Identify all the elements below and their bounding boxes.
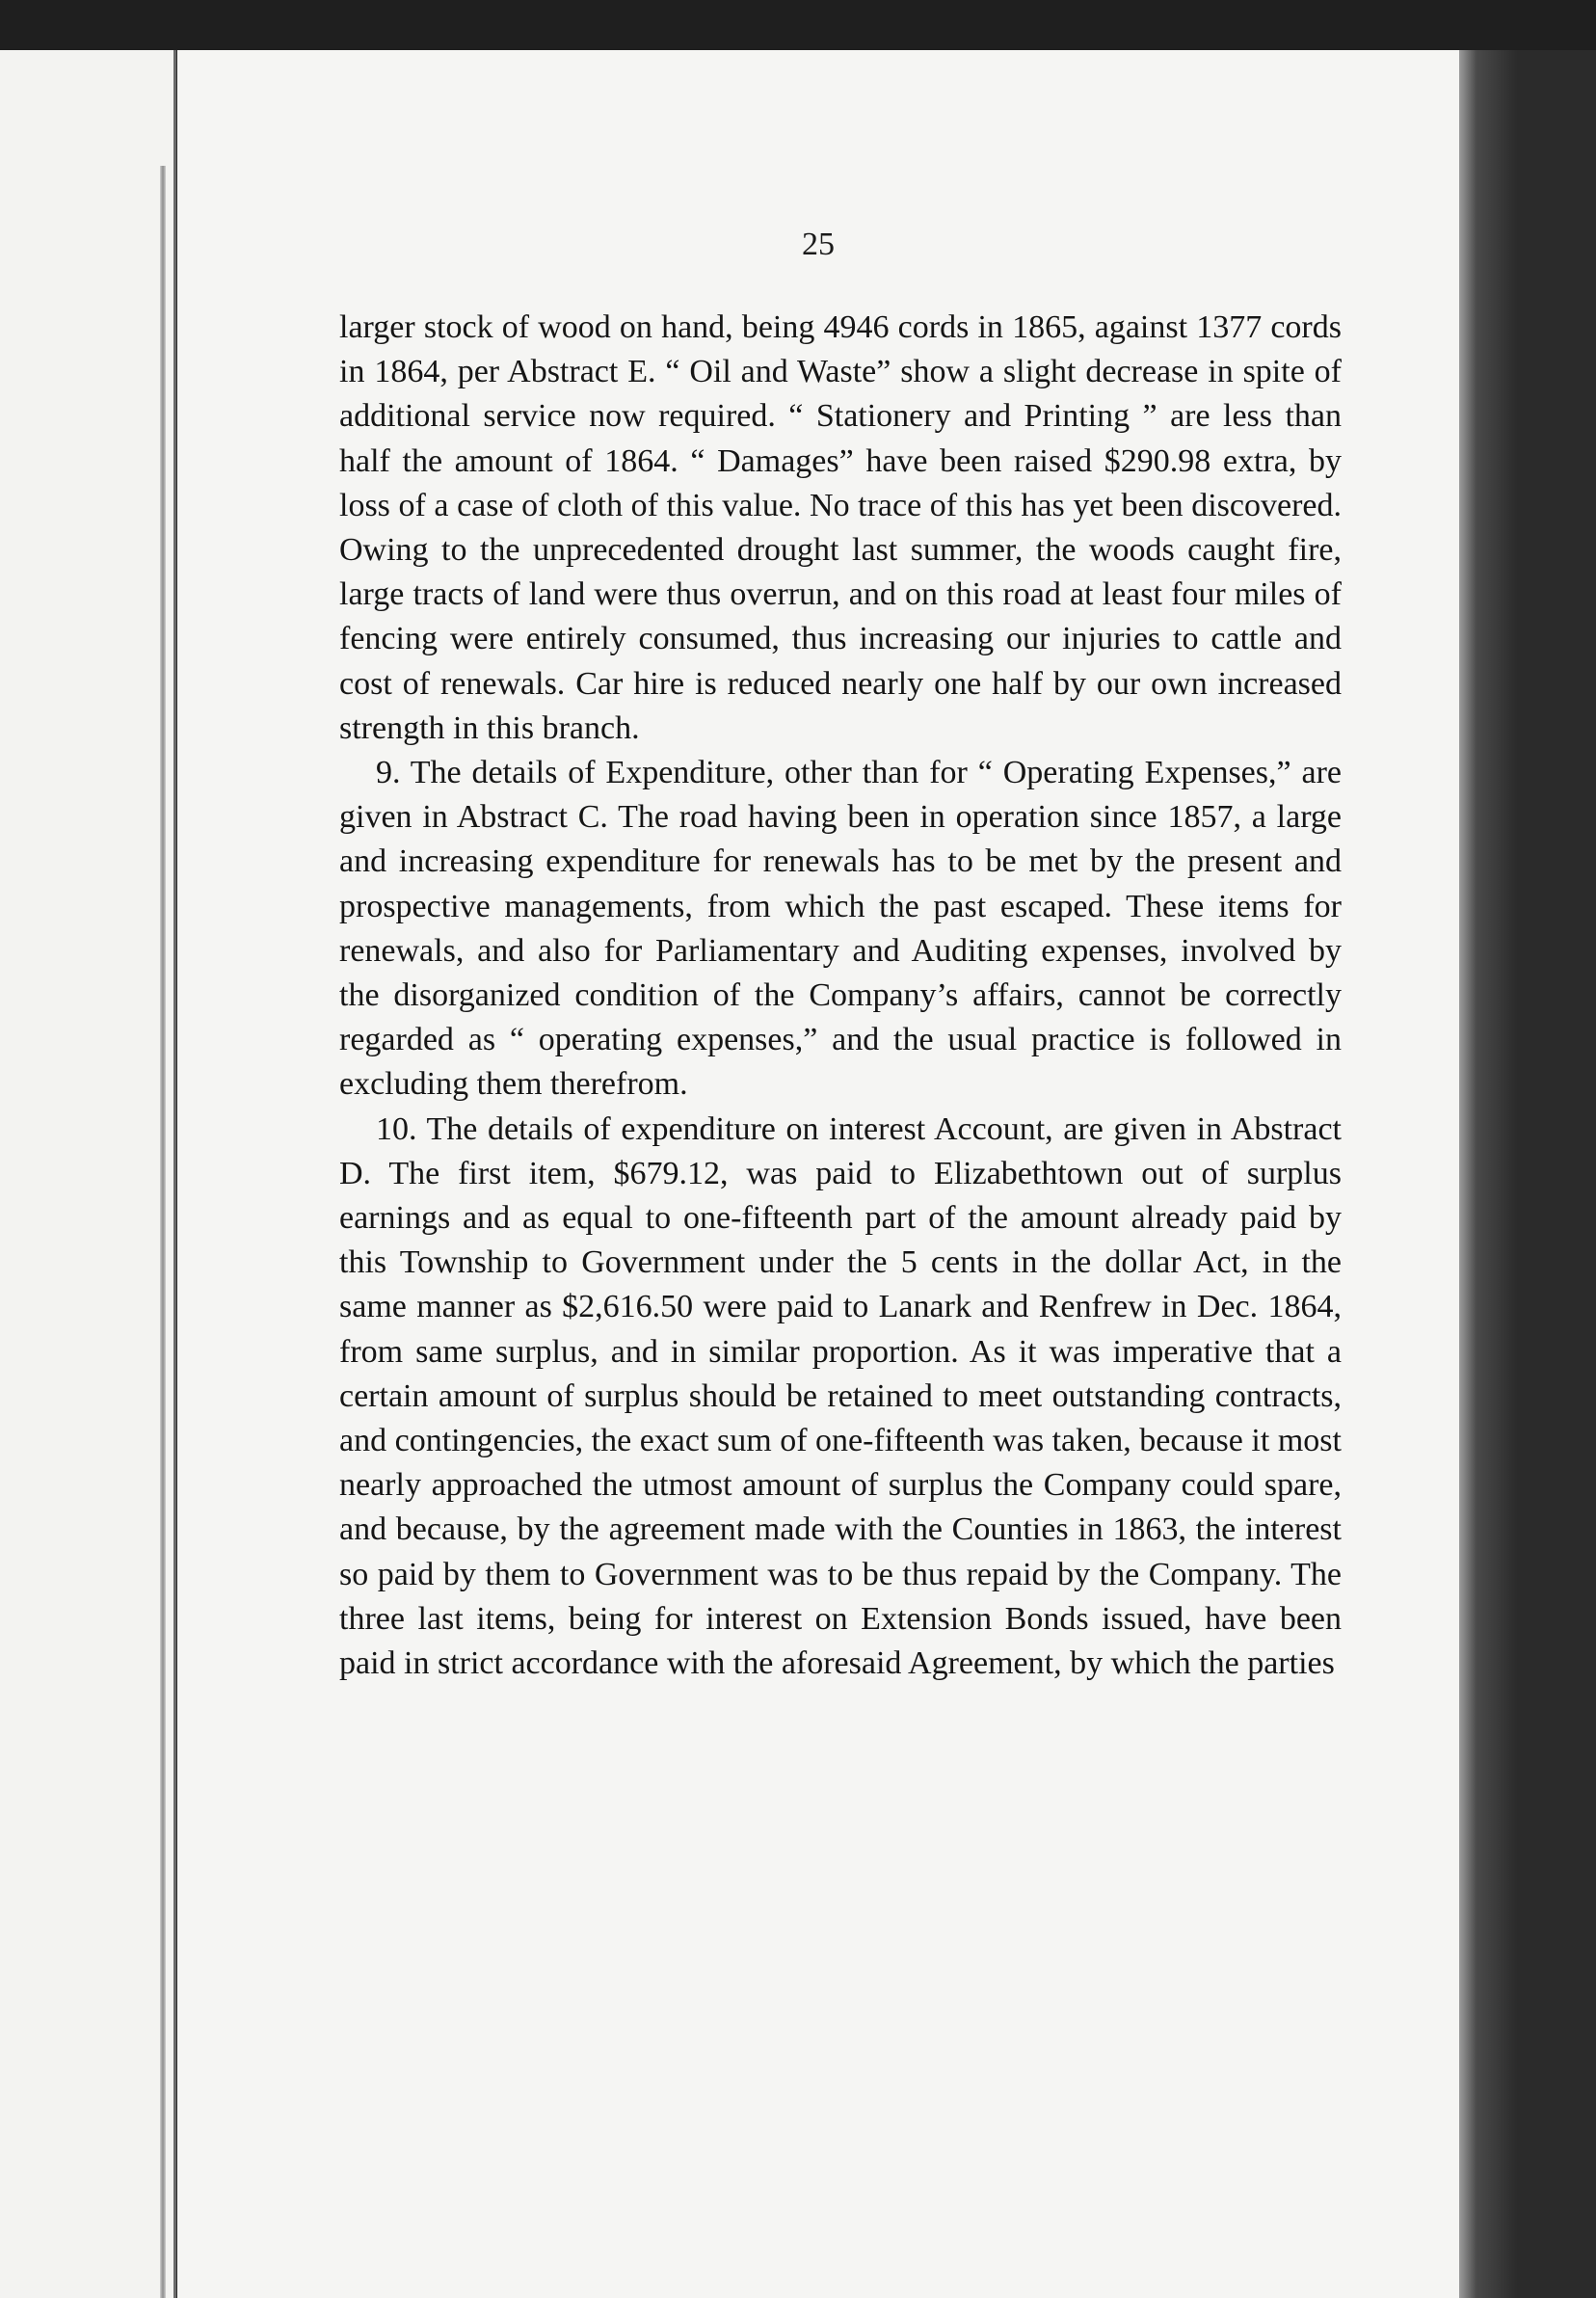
- page-edge-shadow: [1459, 50, 1596, 2298]
- book-page: [177, 50, 1459, 2298]
- paragraph-10: 10. The details of expenditure on interest Account, are given in Abstract D. The first item, $679.12, was paid to Elizabethtown out of surplus earnings and as equal to one-fifteenth part of the amount already paid by this Township to Government under the 5 cents in the dollar Act, in the same manner as $2,616.50 were paid to Lanark and Renfrew in Dec. 1864, from same surplus, and in similar proportion. As it was imperative that a certain amount of surplus should be retained to meet outstanding contracts, and contingencies, the exact sum of one-fifteenth was taken, because it most nearly approached the utmost amount of surplus the Company could spare, and because, by the agreement made with the Counties in 1863, the interest so paid by them to Government was to be thus repaid by the Company. The three last items, being for interest on Extension Bonds issued, have been paid in strict accordance with the aforesaid Agreement, by which the parties: [339, 1110, 1342, 1682]
- facing-page-left: [0, 50, 176, 2298]
- book-gutter: [160, 166, 166, 2298]
- page-number: 25: [802, 227, 835, 262]
- paragraph-9: 9. The details of Expenditure, other than for “ Operating Expenses,” are given in Abstract C. The road having been in operation since 1857, a large and increasing expenditure for renewals has to be met by the present and prospective managements, from which the past escaped. These items for renewals, and also for Parliamentary and Auditing expenses, involved by the disorganized condition of the Company’s affairs, cannot be correctly regarded as “ operating expenses,” and the usual practice is followed in excluding them therefrom.: [339, 755, 1342, 1103]
- page-body: [339, 306, 1342, 1686]
- scanner-top-band: [0, 0, 1596, 50]
- paragraph-continued: larger stock of wood on hand, being 4946 cords in 1865, against 1377 cords in 1864, per Abstract E. “ Oil and Waste” show a slight decrease in spite of additional service now required. “ Stationery and Printing ” are less than half the amount of 1864. “ Damages” have been raised $290.98 extra, by loss of a case of cloth of this value. No trace of this has yet been discovered. Owing to the unprecedented drought last summer, the woods caught fire, large tracts of land were thus overrun, and on this road at least four miles of fencing were entirely consumed, thus increasing our injuries to cattle and cost of renewals. Car hire is reduced nearly one half by our own increased strength in this branch.: [339, 309, 1342, 746]
